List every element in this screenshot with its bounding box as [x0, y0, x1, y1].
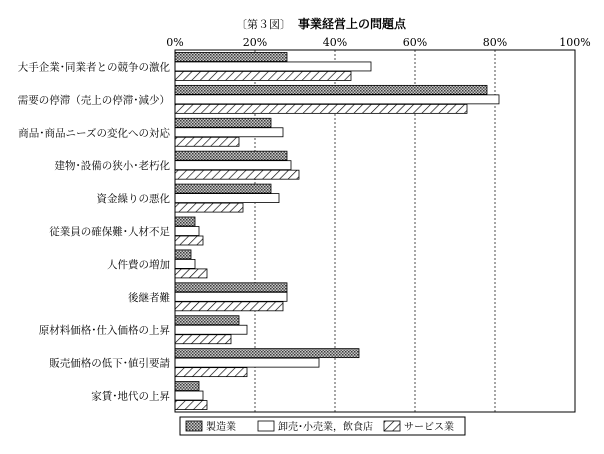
bar-wholesale-retail [175, 292, 287, 301]
bar-wholesale-retail [175, 227, 199, 236]
bar-service [175, 104, 467, 113]
bar-wholesale-retail [175, 128, 283, 137]
bar-wholesale-retail [175, 194, 279, 203]
legend-swatch-manufacturing [186, 421, 202, 431]
legend [180, 417, 465, 435]
bar-manufacturing [175, 316, 239, 325]
bar-manufacturing [175, 283, 287, 292]
category-label: 需要の停滞（売上の停滞･減少） [17, 94, 170, 107]
legend-label-service: サービス業 [404, 422, 454, 433]
category-label: 従業員の確保難･人材不足 [49, 226, 170, 238]
bar-service [175, 368, 247, 377]
legend-label-manufacturing: 製造業 [206, 422, 236, 433]
legend-label-wholesale-retail: 卸売･小売業，飲食店 [278, 422, 373, 433]
x-tick-label: 80% [482, 36, 508, 49]
x-tick-label: 60% [402, 36, 428, 49]
x-axis-ticks [166, 36, 590, 49]
bar-manufacturing [175, 349, 359, 358]
bars [175, 52, 499, 409]
bar-manufacturing [175, 85, 487, 94]
bar-manufacturing [175, 184, 271, 193]
bar-manufacturing [175, 118, 271, 127]
category-label: 販売価格の低下･値引要請 [49, 357, 170, 370]
bar-service [175, 269, 207, 278]
bar-manufacturing [175, 250, 191, 259]
x-tick-label: 100% [559, 36, 591, 49]
bar-service [175, 203, 243, 212]
chart-title: 事業経営上の問題点 [298, 17, 407, 31]
bar-wholesale-retail [175, 62, 371, 71]
category-label: 建物･設備の狭小･老朽化 [54, 160, 170, 173]
bar-service [175, 71, 351, 80]
bar-wholesale-retail [175, 391, 203, 400]
category-label: 後継者難 [128, 291, 170, 304]
category-label: 原材料価格･仕入価格の上昇 [38, 324, 170, 337]
legend-swatch-wholesale-retail [258, 421, 274, 431]
category-label: 家賃･地代の上昇 [91, 390, 170, 403]
x-tick-label: 40% [322, 36, 348, 49]
category-label: 大手企業･同業者との競争の激化 [17, 61, 170, 74]
figure-label: 〔第３図〕 [236, 18, 291, 31]
category-labels [18, 60, 171, 402]
bar-manufacturing [175, 382, 199, 391]
category-label: 資金繰りの悪化 [96, 193, 170, 206]
x-tick-label: 20% [242, 36, 268, 49]
bar-service [175, 170, 299, 179]
bar-manufacturing [175, 151, 287, 160]
bar-wholesale-retail [175, 95, 499, 104]
bar-service [175, 335, 231, 344]
legend-swatch-service [384, 421, 400, 431]
bar-wholesale-retail [175, 325, 247, 334]
bar-wholesale-retail [175, 161, 291, 170]
bar-wholesale-retail [175, 358, 319, 367]
bar-service [175, 302, 283, 311]
bar-manufacturing [175, 52, 287, 61]
bar-manufacturing [175, 217, 195, 226]
bar-service [175, 401, 207, 410]
bar-service [175, 236, 203, 245]
bar-wholesale-retail [175, 259, 195, 268]
bar-service [175, 137, 239, 146]
x-tick-label: 0% [166, 36, 184, 49]
category-label: 商品･商品ニーズの変化への対応 [18, 127, 170, 140]
category-label: 人件費の増加 [107, 258, 170, 271]
